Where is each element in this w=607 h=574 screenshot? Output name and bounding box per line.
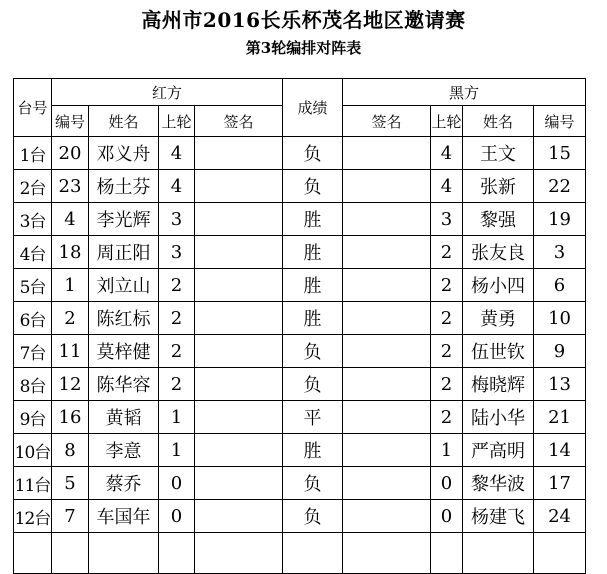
table-no-cell: 11台 <box>14 467 52 500</box>
black-prev-round-cell: 1 <box>431 434 463 467</box>
black-signature-cell <box>343 467 431 500</box>
header-black-number: 编号 <box>534 106 586 137</box>
header-black-prev: 上轮 <box>431 106 463 137</box>
black-name-cell: 杨小四 <box>463 269 534 302</box>
black-signature-cell <box>343 203 431 236</box>
red-name-cell: 邓义舟 <box>89 137 159 170</box>
red-number-cell: 16 <box>52 401 89 434</box>
red-number-cell: 12 <box>52 368 89 401</box>
red-prev-round-cell: 0 <box>159 500 195 533</box>
empty-cell <box>159 533 195 574</box>
result-cell: 胜 <box>283 236 343 269</box>
black-number-cell: 13 <box>534 368 586 401</box>
red-number-cell: 8 <box>52 434 89 467</box>
red-name-cell: 杨土芬 <box>89 170 159 203</box>
black-number-cell: 19 <box>534 203 586 236</box>
black-name-cell: 张新 <box>463 170 534 203</box>
red-signature-cell <box>195 203 283 236</box>
red-signature-cell <box>195 236 283 269</box>
black-prev-round-cell: 4 <box>431 137 463 170</box>
table-row <box>14 368 586 401</box>
red-name-cell: 黄韬 <box>89 401 159 434</box>
header-red-name: 姓名 <box>89 106 159 137</box>
header-black-side: 黑方 <box>343 79 586 106</box>
red-number-cell: 11 <box>52 335 89 368</box>
result-cell: 负 <box>283 170 343 203</box>
black-name-cell: 黎华波 <box>463 467 534 500</box>
black-number-cell: 9 <box>534 335 586 368</box>
result-cell: 胜 <box>283 434 343 467</box>
header-red-number: 编号 <box>52 106 89 137</box>
red-prev-round-cell: 4 <box>159 137 195 170</box>
table-row <box>14 203 586 236</box>
table-row <box>14 269 586 302</box>
black-signature-cell <box>343 401 431 434</box>
header-red-side: 红方 <box>52 79 283 106</box>
header-black-sign: 签名 <box>343 106 431 137</box>
table-row <box>14 170 586 203</box>
empty-cell <box>195 533 283 574</box>
red-name-cell: 陈红标 <box>89 302 159 335</box>
black-prev-round-cell: 2 <box>431 302 463 335</box>
black-name-cell: 黎强 <box>463 203 534 236</box>
red-signature-cell <box>195 335 283 368</box>
red-name-cell: 车国年 <box>89 500 159 533</box>
result-cell: 负 <box>283 137 343 170</box>
black-name-cell: 杨建飞 <box>463 500 534 533</box>
black-number-cell: 10 <box>534 302 586 335</box>
red-name-cell: 周正阳 <box>89 236 159 269</box>
table-row <box>14 467 586 500</box>
red-number-cell: 4 <box>52 203 89 236</box>
black-signature-cell <box>343 500 431 533</box>
black-signature-cell <box>343 434 431 467</box>
red-signature-cell <box>195 434 283 467</box>
black-number-cell: 17 <box>534 467 586 500</box>
table-no-cell: 4台 <box>14 236 52 269</box>
table-row <box>14 434 586 467</box>
red-prev-round-cell: 3 <box>159 203 195 236</box>
red-number-cell: 1 <box>52 269 89 302</box>
black-name-cell: 伍世钦 <box>463 335 534 368</box>
result-cell: 平 <box>283 401 343 434</box>
black-name-cell: 张友良 <box>463 236 534 269</box>
result-cell: 胜 <box>283 269 343 302</box>
result-cell: 负 <box>283 500 343 533</box>
black-number-cell: 14 <box>534 434 586 467</box>
red-number-cell: 2 <box>52 302 89 335</box>
result-cell: 胜 <box>283 203 343 236</box>
red-prev-round-cell: 2 <box>159 368 195 401</box>
table-no-cell: 2台 <box>14 170 52 203</box>
table-row <box>14 500 586 533</box>
result-cell: 负 <box>283 368 343 401</box>
empty-cell <box>431 533 463 574</box>
black-signature-cell <box>343 302 431 335</box>
red-prev-round-cell: 2 <box>159 269 195 302</box>
table-row <box>14 137 586 170</box>
empty-cell <box>52 533 89 574</box>
black-name-cell: 梅晓辉 <box>463 368 534 401</box>
red-number-cell: 7 <box>52 500 89 533</box>
header-red-sign: 签名 <box>195 106 283 137</box>
pairing-table <box>13 78 586 574</box>
table-row <box>14 236 586 269</box>
black-prev-round-cell: 2 <box>431 236 463 269</box>
table-row <box>14 335 586 368</box>
red-signature-cell <box>195 269 283 302</box>
table-no-cell: 9台 <box>14 401 52 434</box>
empty-cell <box>343 533 431 574</box>
empty-cell <box>283 533 343 574</box>
black-prev-round-cell: 2 <box>431 368 463 401</box>
table-no-cell: 1台 <box>14 137 52 170</box>
black-prev-round-cell: 2 <box>431 269 463 302</box>
table-row <box>14 401 586 434</box>
red-prev-round-cell: 4 <box>159 170 195 203</box>
black-prev-round-cell: 2 <box>431 335 463 368</box>
result-cell: 负 <box>283 467 343 500</box>
black-number-cell: 22 <box>534 170 586 203</box>
red-prev-round-cell: 0 <box>159 467 195 500</box>
black-prev-round-cell: 3 <box>431 203 463 236</box>
black-number-cell: 21 <box>534 401 586 434</box>
black-signature-cell <box>343 368 431 401</box>
black-number-cell: 15 <box>534 137 586 170</box>
header-black-name: 姓名 <box>463 106 534 137</box>
red-prev-round-cell: 3 <box>159 236 195 269</box>
red-name-cell: 刘立山 <box>89 269 159 302</box>
black-signature-cell <box>343 335 431 368</box>
black-number-cell: 3 <box>534 236 586 269</box>
black-name-cell: 严高明 <box>463 434 534 467</box>
header-table-no: 台号 <box>14 79 52 137</box>
red-name-cell: 陈华容 <box>89 368 159 401</box>
black-number-cell: 24 <box>534 500 586 533</box>
table-no-cell: 6台 <box>14 302 52 335</box>
red-signature-cell <box>195 137 283 170</box>
black-signature-cell <box>343 137 431 170</box>
red-name-cell: 蔡乔 <box>89 467 159 500</box>
red-signature-cell <box>195 368 283 401</box>
red-name-cell: 李光辉 <box>89 203 159 236</box>
red-number-cell: 18 <box>52 236 89 269</box>
empty-cell <box>463 533 534 574</box>
result-cell: 胜 <box>283 302 343 335</box>
empty-cell <box>89 533 159 574</box>
red-signature-cell <box>195 467 283 500</box>
red-name-cell: 莫梓健 <box>89 335 159 368</box>
red-signature-cell <box>195 170 283 203</box>
red-signature-cell <box>195 302 283 335</box>
table-no-cell: 12台 <box>14 500 52 533</box>
table-no-cell: 5台 <box>14 269 52 302</box>
black-prev-round-cell: 0 <box>431 500 463 533</box>
red-prev-round-cell: 1 <box>159 401 195 434</box>
red-prev-round-cell: 2 <box>159 302 195 335</box>
black-number-cell: 6 <box>534 269 586 302</box>
table-row <box>14 302 586 335</box>
red-signature-cell <box>195 500 283 533</box>
black-prev-round-cell: 4 <box>431 170 463 203</box>
header-result: 成绩 <box>283 79 343 137</box>
table-no-cell: 8台 <box>14 368 52 401</box>
red-name-cell: 李意 <box>89 434 159 467</box>
black-name-cell: 王文 <box>463 137 534 170</box>
red-prev-round-cell: 1 <box>159 434 195 467</box>
table-no-cell: 3台 <box>14 203 52 236</box>
black-name-cell: 陆小华 <box>463 401 534 434</box>
black-prev-round-cell: 2 <box>431 401 463 434</box>
table-no-cell: 7台 <box>14 335 52 368</box>
black-name-cell: 黄勇 <box>463 302 534 335</box>
result-cell: 负 <box>283 335 343 368</box>
black-prev-round-cell: 0 <box>431 467 463 500</box>
header-red-prev: 上轮 <box>159 106 195 137</box>
black-signature-cell <box>343 236 431 269</box>
red-prev-round-cell: 2 <box>159 335 195 368</box>
black-signature-cell <box>343 269 431 302</box>
page-subtitle: 第3轮编排对阵表 <box>245 39 362 57</box>
empty-cell <box>14 533 52 574</box>
red-signature-cell <box>195 401 283 434</box>
table-no-cell: 10台 <box>14 434 52 467</box>
black-signature-cell <box>343 170 431 203</box>
page-title: 高州市2016长乐杯茂名地区邀请赛 <box>141 8 466 32</box>
empty-row <box>14 533 586 574</box>
red-number-cell: 23 <box>52 170 89 203</box>
header-row-top <box>14 79 586 106</box>
empty-cell <box>534 533 586 574</box>
red-number-cell: 20 <box>52 137 89 170</box>
red-number-cell: 5 <box>52 467 89 500</box>
